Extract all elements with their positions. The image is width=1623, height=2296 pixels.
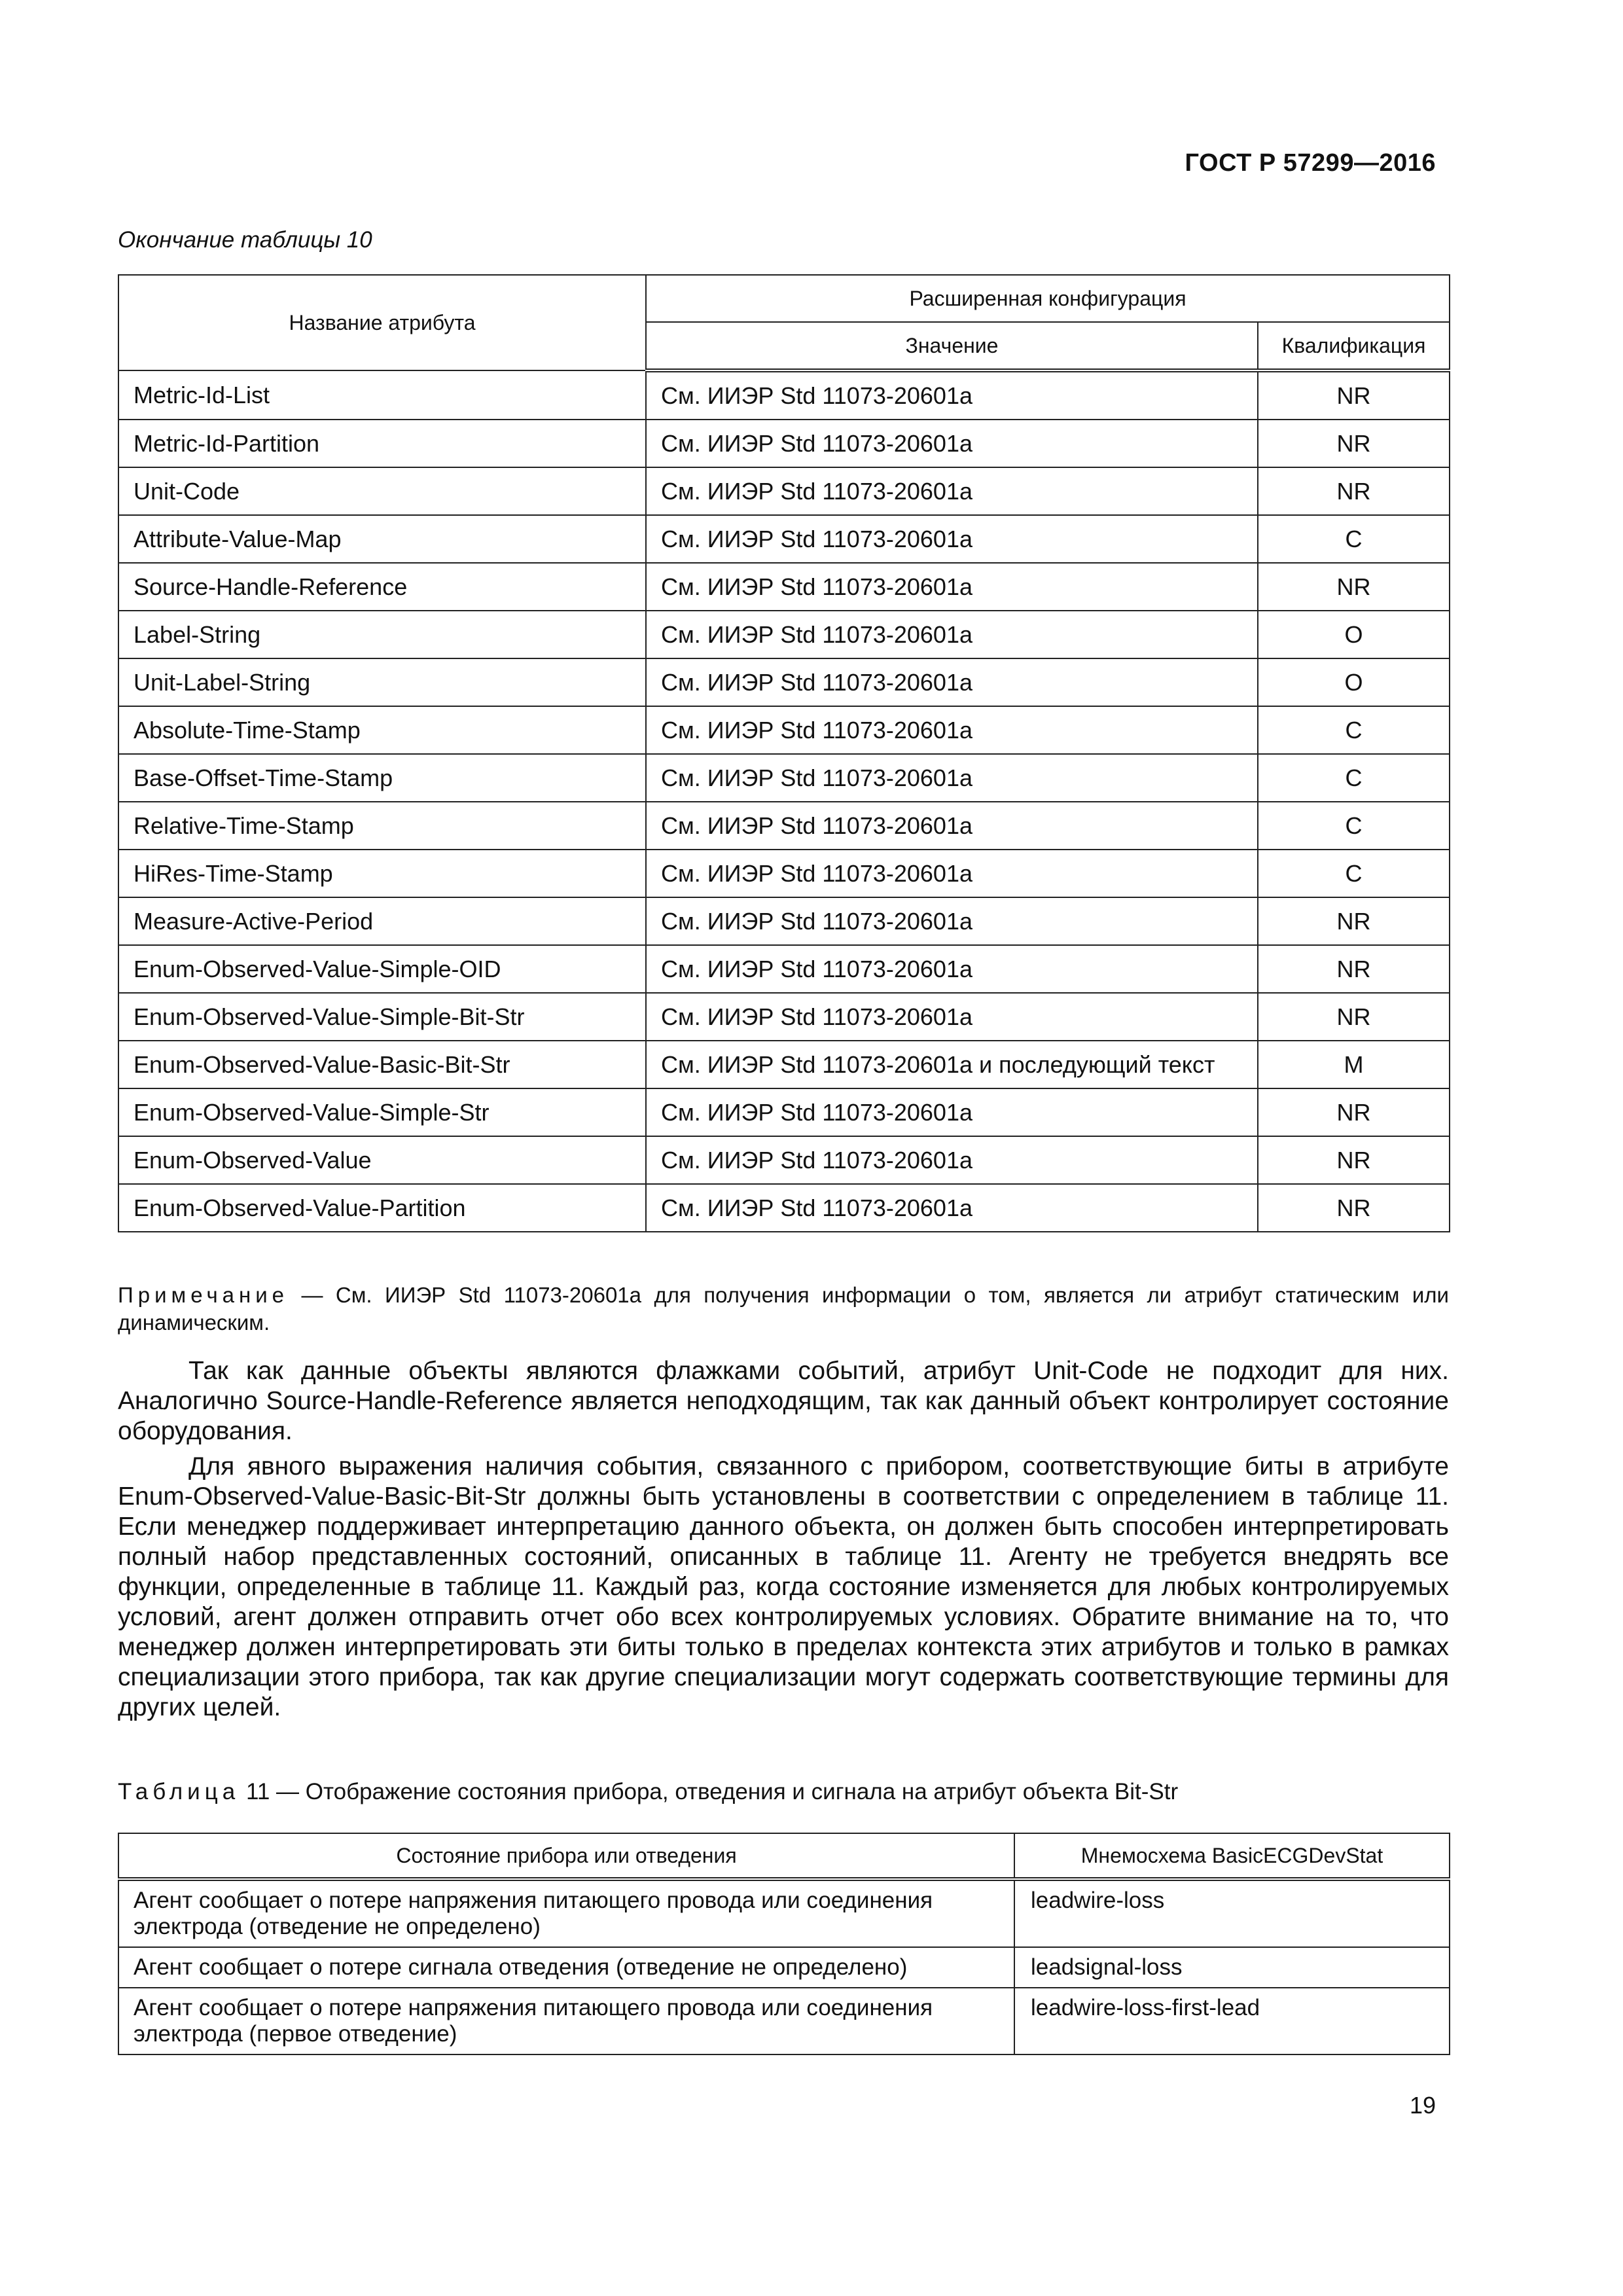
attribute-value-cell: См. ИИЭР Std 11073-20601a и последующий текст bbox=[646, 1041, 1258, 1088]
attribute-value-cell: См. ИИЭР Std 11073-20601a bbox=[646, 1184, 1258, 1232]
attributes-table-body bbox=[118, 370, 1450, 1232]
table-row bbox=[118, 658, 1450, 706]
attribute-value-cell: См. ИИЭР Std 11073-20601a bbox=[646, 467, 1258, 515]
attribute-name-cell: Source-Handle-Reference bbox=[118, 563, 646, 611]
table-row bbox=[118, 420, 1450, 467]
table-row bbox=[118, 1184, 1450, 1232]
table-11-caption-text: 11 — Отображение состояния прибора, отведения и сигнала на атрибут объекта Bit-Str bbox=[245, 1779, 1179, 1804]
page-number: 19 bbox=[1409, 2092, 1436, 2119]
attribute-value-cell: См. ИИЭР Std 11073-20601a bbox=[646, 706, 1258, 754]
qualification-cell: O bbox=[1258, 658, 1450, 706]
table-11-caption-label: Таблица bbox=[118, 1779, 240, 1804]
mnemonic-cell: leadsignal-loss bbox=[1014, 1947, 1450, 1988]
table-note bbox=[118, 1282, 1449, 1336]
device-state-cell: Агент сообщает о потере сигнала отведения (отведение не определено) bbox=[118, 1947, 1014, 1988]
qualification-cell: NR bbox=[1258, 897, 1450, 945]
header-device-state: Состояние прибора или отведения bbox=[118, 1833, 1014, 1879]
attribute-name-cell: Metric-Id-List bbox=[118, 370, 646, 420]
table-row bbox=[118, 1041, 1450, 1088]
attribute-value-cell: См. ИИЭР Std 11073-20601a bbox=[646, 611, 1258, 658]
table-row bbox=[118, 1136, 1450, 1184]
qualification-cell: NR bbox=[1258, 945, 1450, 993]
qualification-cell: NR bbox=[1258, 370, 1450, 420]
qualification-cell: C bbox=[1258, 515, 1450, 563]
mnemonic-cell: leadwire-loss bbox=[1014, 1879, 1450, 1947]
note-text: — См. ИИЭР Std 11073-20601a для получения информации о том, является ли атрибут статическим или динамическим. bbox=[118, 1283, 1449, 1335]
qualification-cell: C bbox=[1258, 754, 1450, 802]
qualification-cell: NR bbox=[1258, 467, 1450, 515]
attribute-name-cell: Unit-Label-String bbox=[118, 658, 646, 706]
device-state-table bbox=[118, 1833, 1450, 2055]
attribute-name-cell: Base-Offset-Time-Stamp bbox=[118, 754, 646, 802]
attribute-name-cell: Absolute-Time-Stamp bbox=[118, 706, 646, 754]
qualification-cell: C bbox=[1258, 802, 1450, 850]
attribute-value-cell: См. ИИЭР Std 11073-20601a bbox=[646, 370, 1258, 420]
qualification-cell: NR bbox=[1258, 563, 1450, 611]
attribute-value-cell: См. ИИЭР Std 11073-20601a bbox=[646, 945, 1258, 993]
attribute-value-cell: См. ИИЭР Std 11073-20601a bbox=[646, 420, 1258, 467]
attribute-value-cell: См. ИИЭР Std 11073-20601a bbox=[646, 802, 1258, 850]
attribute-name-cell: Measure-Active-Period bbox=[118, 897, 646, 945]
attributes-table bbox=[118, 274, 1450, 1232]
attribute-name-cell: Label-String bbox=[118, 611, 646, 658]
attribute-name-cell: HiRes-Time-Stamp bbox=[118, 850, 646, 897]
attribute-value-cell: См. ИИЭР Std 11073-20601a bbox=[646, 897, 1258, 945]
attribute-name-cell: Enum-Observed-Value-Simple-Bit-Str bbox=[118, 993, 646, 1041]
body-text bbox=[118, 1356, 1449, 1728]
header-extended-config: Расширенная конфигурация bbox=[646, 275, 1450, 322]
attribute-name-cell: Enum-Observed-Value-Basic-Bit-Str bbox=[118, 1041, 646, 1088]
attribute-value-cell: См. ИИЭР Std 11073-20601a bbox=[646, 1136, 1258, 1184]
qualification-cell: NR bbox=[1258, 993, 1450, 1041]
table-row bbox=[118, 563, 1450, 611]
mnemonic-cell: leadwire-loss-first-lead bbox=[1014, 1988, 1450, 2054]
table-row bbox=[118, 1879, 1450, 1947]
table-row bbox=[118, 754, 1450, 802]
attribute-value-cell: См. ИИЭР Std 11073-20601a bbox=[646, 754, 1258, 802]
attribute-value-cell: См. ИИЭР Std 11073-20601a bbox=[646, 658, 1258, 706]
attribute-name-cell: Enum-Observed-Value-Simple-OID bbox=[118, 945, 646, 993]
device-state-cell: Агент сообщает о потере напряжения питающего провода или соединения электрода (первое отведение) bbox=[118, 1988, 1014, 2054]
qualification-cell: NR bbox=[1258, 1136, 1450, 1184]
table-row bbox=[118, 1088, 1450, 1136]
standard-number: ГОСТ Р 57299—2016 bbox=[1185, 149, 1436, 177]
attribute-name-cell: Metric-Id-Partition bbox=[118, 420, 646, 467]
qualification-cell: C bbox=[1258, 706, 1450, 754]
attribute-value-cell: См. ИИЭР Std 11073-20601a bbox=[646, 850, 1258, 897]
table-row bbox=[118, 945, 1450, 993]
header-attribute-name: Название атрибута bbox=[118, 275, 646, 370]
header-value: Значение bbox=[646, 322, 1258, 370]
device-state-cell: Агент сообщает о потере напряжения питающего провода или соединения электрода (отведение не определено) bbox=[118, 1879, 1014, 1947]
attribute-value-cell: См. ИИЭР Std 11073-20601a bbox=[646, 563, 1258, 611]
table-row bbox=[118, 1947, 1450, 1988]
table-row bbox=[118, 993, 1450, 1041]
attribute-name-cell: Enum-Observed-Value-Simple-Str bbox=[118, 1088, 646, 1136]
table-row bbox=[118, 467, 1450, 515]
qualification-cell: NR bbox=[1258, 1184, 1450, 1232]
attribute-name-cell: Unit-Code bbox=[118, 467, 646, 515]
attribute-name-cell: Enum-Observed-Value-Partition bbox=[118, 1184, 646, 1232]
table-row bbox=[118, 706, 1450, 754]
attribute-value-cell: См. ИИЭР Std 11073-20601a bbox=[646, 1088, 1258, 1136]
table-row bbox=[118, 802, 1450, 850]
header-qualification: Квалификация bbox=[1258, 322, 1450, 370]
qualification-cell: C bbox=[1258, 850, 1450, 897]
attribute-name-cell: Attribute-Value-Map bbox=[118, 515, 646, 563]
note-label: Примечание bbox=[118, 1283, 289, 1307]
paragraph-1: Так как данные объекты являются флажками событий, атрибут Unit-Code не подходит для них. Аналогично Source-Handle-Reference является неподходящим, так как данный объект контролирует состояние оборудования. bbox=[118, 1357, 1449, 1445]
attribute-name-cell: Enum-Observed-Value bbox=[118, 1136, 646, 1184]
table-row bbox=[118, 611, 1450, 658]
paragraph-2: Для явного выражения наличия события, связанного с прибором, соответствующие биты в атрибуте Enum-Observed-Value-Basic-Bit-Str должны быть установлены в соответствии с определением в таблице 11. Если менеджер поддерживает интерпретацию данного объекта, он должен быть способен интерпретировать полный набор представленных состояний, описанных в таблице 11. Агенту не требуется внедрять все функции, определенные в таблице 11. Каждый раз, когда состояние изменяется для любых контролируемых условий, агент должен отправить отчет обо всех контролируемых условиях. Обратите внимание на то, что менеджер должен интерпретировать эти биты только в пределах контекста этих атрибутов и только в рамках специализации этого прибора, так как другие специализации могут содержать соответствующие термины для других целей. bbox=[118, 1452, 1449, 1721]
qualification-cell: O bbox=[1258, 611, 1450, 658]
table-row bbox=[118, 515, 1450, 563]
qualification-cell: M bbox=[1258, 1041, 1450, 1088]
header-mnemonic: Мнемосхема BasicECGDevStat bbox=[1014, 1833, 1450, 1879]
attribute-value-cell: См. ИИЭР Std 11073-20601a bbox=[646, 515, 1258, 563]
table-11-caption bbox=[118, 1779, 1178, 1805]
qualification-cell: NR bbox=[1258, 420, 1450, 467]
table-row bbox=[118, 850, 1450, 897]
attribute-value-cell: См. ИИЭР Std 11073-20601a bbox=[646, 993, 1258, 1041]
table-row bbox=[118, 1988, 1450, 2054]
attribute-name-cell: Relative-Time-Stamp bbox=[118, 802, 646, 850]
table-row bbox=[118, 897, 1450, 945]
table-continuation-label: Окончание таблицы 10 bbox=[118, 227, 372, 253]
device-state-table-body bbox=[118, 1879, 1450, 2054]
table-row bbox=[118, 370, 1450, 420]
qualification-cell: NR bbox=[1258, 1088, 1450, 1136]
